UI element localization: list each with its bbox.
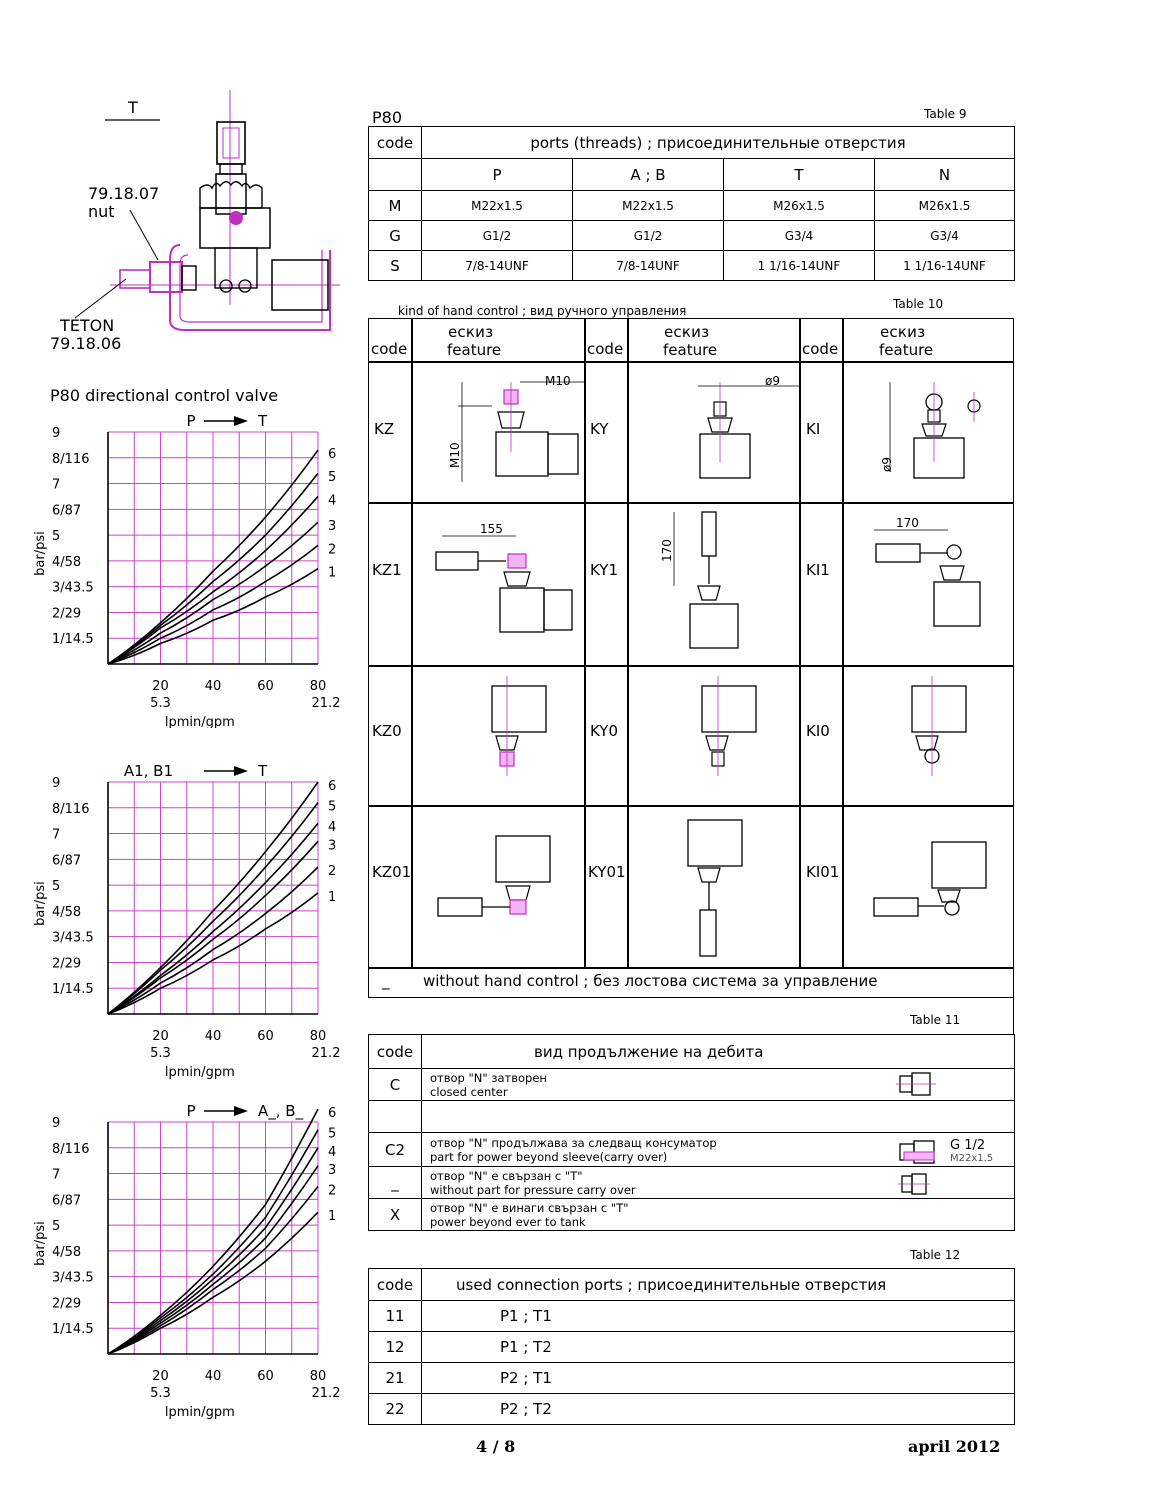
chart-x-tick-label: 60 (257, 679, 274, 694)
table9-cell: G3/4 (875, 221, 1015, 251)
chart-x-tick-label: 80 (309, 679, 327, 694)
nut-label: nut (88, 202, 115, 221)
sketch-kz0 (412, 666, 584, 806)
table11-desc-line2: without part for pressure carry over (430, 1182, 636, 1197)
chart-x-tick-label: 40 (204, 1029, 222, 1044)
chart-series-label: 6 (328, 779, 337, 794)
table10-code-header-2: code (587, 340, 624, 358)
table9-cell: 7/8-14UNF (573, 251, 724, 281)
chart-x-subtick-label: 5.3 (150, 696, 171, 711)
chart-series-label: 2 (328, 1183, 337, 1199)
chart-title-source: P (186, 412, 196, 430)
table12-row-ports: P2 ; T2 (422, 1394, 1015, 1425)
table9-cell: 1 1/16-14UNF (875, 251, 1015, 281)
table11-desc-line1: отвор "N" продължава за следващ консуматор (430, 1135, 717, 1150)
table10-code: KI0 (806, 722, 830, 740)
chart-series-label: 1 (328, 565, 337, 581)
table11-desc-line1: отвор "N" е винаги свързан с "T" (430, 1200, 629, 1215)
chart-series-label: 5 (328, 1126, 337, 1142)
table10-code-header-1: code (371, 340, 408, 358)
table10-footer-text: without hand control ; без лостова система за управление (423, 972, 878, 990)
table9-cell: M22x1.5 (573, 191, 724, 221)
chart-y-tick-label: 8/116 (52, 801, 90, 817)
nut-code-label: 79.18.07 (88, 184, 160, 203)
fitting-icon-closed-center (896, 1070, 936, 1096)
table10-code: KI1 (806, 561, 830, 579)
table9-cell: M26x1.5 (724, 191, 875, 221)
chart-x-axis-label: lpmin/gpm (164, 1065, 235, 1080)
chart-series-label: 3 (328, 838, 337, 854)
table9-cell: 1 1/16-14UNF (724, 251, 875, 281)
chart-y-tick-label: 4/58 (52, 904, 82, 920)
chart-y-tick-label: 6/87 (52, 503, 82, 519)
table11-code-header: code (369, 1035, 422, 1069)
table11-row-code (369, 1101, 422, 1133)
fitting-icon-carry-over (896, 1138, 942, 1164)
chart-y-tick-label: 3/43.5 (52, 930, 94, 946)
table10-feature-header-3b: feature (879, 341, 934, 359)
table11-desc-cell (422, 1101, 1015, 1133)
table9-row-code: S (369, 251, 422, 281)
table11-row-code: X (369, 1199, 422, 1231)
chart-y-tick-label: 9 (52, 426, 61, 441)
chart-y-tick-label: 1/14.5 (52, 982, 94, 998)
chart-y-tick-label: 2/29 (52, 1296, 82, 1312)
table9-col-t: T (724, 159, 875, 191)
table9-title: ports (threads) ; присоединительные отверстия (422, 127, 1015, 159)
table9-cell: 7/8-14UNF (422, 251, 573, 281)
table10-label: Table 10 (893, 297, 944, 311)
table12-row-code: 12 (369, 1332, 422, 1363)
table9-empty-cell (369, 159, 422, 191)
table9-cell: G1/2 (573, 221, 724, 251)
chart-series-label: 4 (328, 1144, 337, 1160)
chart-x-tick-label: 20 (152, 1369, 169, 1384)
chart-series-label: 1 (328, 889, 337, 905)
chart-series-label: 2 (328, 542, 337, 558)
sketch-ki (844, 362, 1014, 502)
chart-y-tick-label: 9 (52, 1116, 61, 1131)
chart-series-label: 5 (328, 470, 337, 486)
sketch-ky0 (628, 666, 800, 806)
table10-code: KZ (374, 420, 395, 438)
dim-170-horizontal: 170 (896, 516, 919, 530)
chart-series-label: 2 (328, 864, 337, 880)
dim-m10-side: M10 (448, 442, 462, 468)
table9-row-code: M (369, 191, 422, 221)
table9-col-p: P (422, 159, 573, 191)
chart-title-target: T (258, 412, 268, 430)
table11 (368, 1034, 1015, 1231)
chart-series-label: 6 (328, 447, 337, 463)
chart-y-tick-label: 4/58 (52, 554, 82, 570)
table11-desc-line2: power beyond ever to tank (430, 1214, 586, 1229)
table10-code: KY (590, 420, 609, 438)
table12-label: Table 12 (910, 1248, 961, 1262)
table9-model: P80 (372, 108, 403, 127)
chart-y-tick-label: 4/58 (52, 1244, 82, 1260)
table9-cell: M22x1.5 (422, 191, 573, 221)
dim-m10-top: M10 (545, 374, 571, 388)
chart-title-target: T (258, 762, 268, 780)
table10-code: KI (806, 420, 821, 438)
table12-row-ports: P1 ; T2 (422, 1332, 1015, 1363)
chart-y-tick-label: 3/43.5 (52, 580, 94, 596)
chart-series-label: 4 (328, 493, 337, 509)
table10-feature-header-2a: ескиз (664, 323, 710, 341)
table10-feature-header-2b: feature (663, 341, 718, 359)
table12-row-code: 22 (369, 1394, 422, 1425)
table10-footer-code: _ (382, 972, 390, 990)
chart-y-axis-label: bar/psi (33, 531, 48, 576)
table11-desc-line1: отвор "N" е свързан с "T" (430, 1168, 583, 1183)
table9 (368, 126, 1015, 281)
chart-series-label: 1 (328, 1209, 337, 1225)
chart-p-to-ab (30, 1098, 350, 1428)
table12-code-header: code (369, 1269, 422, 1301)
table9-col-n: N (875, 159, 1015, 191)
table9-row-code: G (369, 221, 422, 251)
table10-caption: kind of hand control ; вид ручного управления (398, 304, 687, 318)
chart-x-subtick-label: 21.2 (311, 1046, 341, 1061)
chart-y-tick-label: 7 (52, 477, 61, 493)
sketch-ky1 (628, 504, 800, 664)
table9-col-ab: A ; B (573, 159, 724, 191)
chart-y-tick-label: 2/29 (52, 956, 82, 972)
chart-y-tick-label: 3/43.5 (52, 1270, 94, 1286)
table10-feature-header-1a: ескиз (448, 323, 494, 341)
chart-x-tick-label: 80 (309, 1369, 327, 1384)
chart-x-subtick-label: 21.2 (311, 1386, 341, 1401)
chart-x-tick-label: 40 (204, 1369, 222, 1384)
table9-cell: G3/4 (724, 221, 875, 251)
chart-title-arrow-head (234, 1106, 248, 1116)
table10-code: KY1 (590, 561, 619, 579)
chart-y-tick-label: 1/14.5 (52, 632, 94, 648)
sketch-ky01 (628, 806, 800, 968)
table11-row-code: C (369, 1069, 422, 1101)
chart-x-axis-label: lpmin/gpm (164, 715, 235, 728)
chart-series-label: 5 (328, 799, 337, 815)
chart-x-tick-label: 20 (152, 1029, 169, 1044)
table12-row-ports: P1 ; T1 (422, 1301, 1015, 1332)
chart-x-tick-label: 60 (257, 1369, 274, 1384)
table10-feature-header-1b: feature (447, 341, 502, 359)
chart-x-subtick-label: 21.2 (311, 696, 341, 711)
page-number: 4 / 8 (476, 1437, 516, 1456)
chart-y-tick-label: 6/87 (52, 853, 82, 869)
table9-cell: G1/2 (422, 221, 573, 251)
table10-code: KZ0 (372, 722, 402, 740)
fitting-note-g12: G 1/2 (950, 1138, 986, 1153)
chart-title-target: A_, B_ (258, 1102, 304, 1120)
table11-desc-line2: closed center (430, 1084, 508, 1099)
chart-y-tick-label: 8/116 (52, 451, 90, 467)
table11-desc-line2: part for power beyond sleeve(carry over) (430, 1149, 668, 1164)
sketch-ki0 (844, 666, 1014, 806)
charts-section-title: P80 directional control valve (50, 386, 279, 405)
chart-y-tick-label: 7 (52, 1167, 61, 1183)
chart-x-tick-label: 40 (204, 679, 222, 694)
sketch-ki01 (844, 806, 1014, 968)
document-date: april 2012 (908, 1437, 1001, 1456)
sketch-kz01 (412, 806, 584, 968)
table10-code: KY0 (590, 722, 619, 740)
chart-p-to-t (30, 408, 350, 728)
table12-title: used connection ports ; присоединительные отверстия (422, 1269, 1015, 1301)
table9-label: Table 9 (924, 107, 967, 121)
dim-d9-side: ø9 (880, 457, 894, 472)
chart-x-axis-label: lpmin/gpm (164, 1405, 235, 1420)
table10-feature-header-3a: ескиз (880, 323, 926, 341)
table11-desc-line1: отвор "N" затворен (430, 1070, 547, 1085)
table11-row-code: _ (369, 1167, 422, 1199)
teton-code-label: 79.18.06 (50, 334, 122, 353)
chart-y-tick-label: 9 (52, 776, 61, 791)
chart-title-arrow-head (234, 416, 248, 426)
chart-y-tick-label: 1/14.5 (52, 1322, 94, 1338)
chart-y-axis-label: bar/psi (33, 1221, 48, 1266)
table11-label: Table 11 (910, 1013, 961, 1027)
dim-170-vertical: 170 (660, 539, 674, 562)
table10-code: KI01 (806, 863, 840, 881)
chart-x-subtick-label: 5.3 (150, 1046, 171, 1061)
chart-series-label: 4 (328, 820, 337, 836)
table12-row-ports: P2 ; T1 (422, 1363, 1015, 1394)
chart-title-arrow-head (234, 766, 248, 776)
chart-x-subtick-label: 5.3 (150, 1386, 171, 1401)
teton-label: TETON (60, 316, 115, 335)
chart-title-source: A1, B1 (123, 762, 173, 780)
table12-row-code: 11 (369, 1301, 422, 1332)
chart-x-tick-label: 20 (152, 679, 169, 694)
table10-code-header-3: code (802, 340, 839, 358)
table12 (368, 1268, 1015, 1425)
valve-title: T (128, 98, 138, 117)
table11-row-code: C2 (369, 1133, 422, 1167)
chart-x-tick-label: 80 (309, 1029, 327, 1044)
dim-d9-top: ø9 (765, 374, 780, 388)
chart-y-tick-label: 7 (52, 827, 61, 843)
table9-code-header: code (369, 127, 422, 159)
chart-y-tick-label: 5 (52, 1219, 61, 1235)
chart-y-tick-label: 5 (52, 529, 61, 545)
table11-desc-cell (422, 1199, 1015, 1231)
chart-series-label: 6 (328, 1106, 337, 1122)
chart-y-tick-label: 8/116 (52, 1141, 90, 1157)
chart-series-label: 3 (328, 1162, 337, 1178)
fitting-icon-no-carry (898, 1172, 930, 1196)
chart-series-label: 3 (328, 519, 337, 535)
table10-code: KZ01 (372, 863, 412, 881)
chart-y-tick-label: 2/29 (52, 606, 82, 622)
fitting-note-m22: M22x1.5 (950, 1153, 994, 1164)
dim-155: 155 (480, 522, 503, 536)
chart-y-tick-label: 5 (52, 879, 61, 895)
chart-y-tick-label: 6/87 (52, 1193, 82, 1209)
table11-title: вид продължение на дебита (422, 1035, 1015, 1069)
table10-code: KZ1 (372, 561, 402, 579)
chart-title-source: P (186, 1102, 196, 1120)
sketch-ki1 (844, 504, 1014, 664)
table9-cell: M26x1.5 (875, 191, 1015, 221)
table12-row-code: 21 (369, 1363, 422, 1394)
chart-y-axis-label: bar/psi (33, 881, 48, 926)
table10-code: KY01 (588, 863, 626, 881)
chart-a1b1-to-t (30, 758, 350, 1088)
chart-x-tick-label: 60 (257, 1029, 274, 1044)
